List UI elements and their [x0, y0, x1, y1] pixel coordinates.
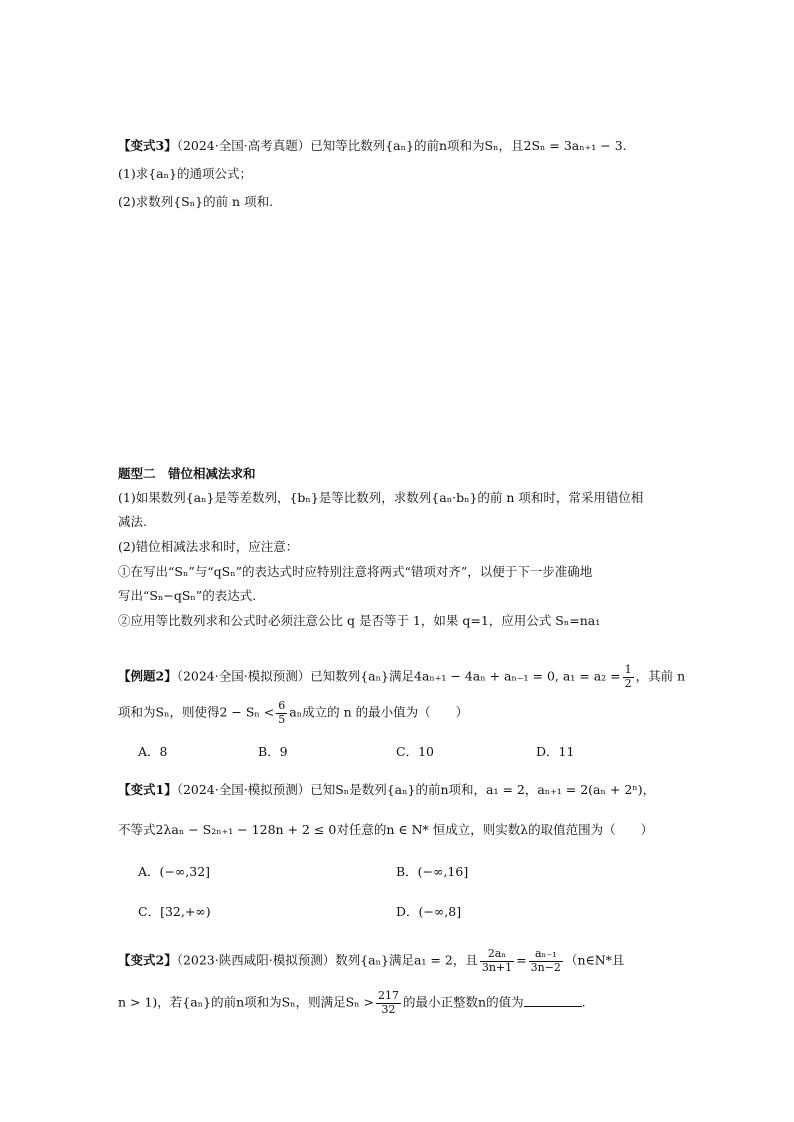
- example2-fraction-half: $\frac{1}{2}$: [624, 663, 632, 690]
- type2-point2: (2)错位相减法求和时，应注意：: [118, 539, 299, 554]
- variant3-question-2: (2)求数列{Sₙ}的前 n 项和.: [118, 194, 274, 209]
- variant1-option-c: C．[32,+∞): [138, 904, 211, 919]
- variant2-stem-1a: 数列{aₙ}满足a₁ = 2，且: [335, 952, 478, 968]
- variant1-source: （2024·全国·模拟预测）: [176, 782, 311, 797]
- variant1-stem-1: 已知Sₙ是数列{aₙ}的前n项和，a₁ = 2，aₙ₊₁ = 2(aₙ + 2ⁿ)，: [310, 782, 656, 797]
- variant3-question-1: (1)求{aₙ}的通项公式；: [118, 166, 252, 181]
- variant2-stem-2-end: .: [581, 994, 586, 1010]
- variant1-option-d: D．(−∞,8]: [396, 904, 462, 919]
- example2-stem-1-end: ，其前 n: [635, 668, 686, 684]
- example2-tag: 【例题2】: [118, 668, 177, 684]
- variant3-tag: 【变式3】: [118, 138, 177, 153]
- variant2-stem-1b: （n∈N*且: [564, 952, 625, 968]
- variant2-equals: =: [516, 952, 527, 968]
- variant1-option-a: A．(−∞,32]: [138, 864, 211, 879]
- example2-stem-2a: 项和为Sₙ，则使得2 − Sₙ <: [118, 704, 275, 720]
- variant1-line2: 不等式2λaₙ − S₂ₙ₊₁ − 128n + 2 ≤ 0对任意的n ∈ N* 恒成立，则实数λ的取值范围为（ ）: [118, 822, 654, 837]
- variant2-fraction-b: $\frac{\text{aₙ₋₁}}{3n-2}$: [530, 947, 561, 974]
- type2-point1-line1: (1)如果数列{aₙ}是等差数列，{bₙ}是等比数列，求数列{aₙ·bₙ}的前 n 项和时，常采用错位相: [118, 490, 644, 505]
- type2-point1-line2: 减法.: [118, 514, 147, 529]
- variant3-stem: 已知等比数列{aₙ}的前n项和为Sₙ，且2Sₙ = 3aₙ₊₁ − 3.: [310, 138, 627, 153]
- variant2-line2: [118, 990, 586, 1016]
- type2-point3-line2: 写出“Sₙ−qSₙ”的表达式.: [118, 588, 257, 603]
- variant1-line1: [118, 784, 655, 797]
- example2-option-a: A．8: [138, 744, 168, 759]
- variant1-tag: 【变式1】: [118, 782, 177, 797]
- example2-option-b: B．9: [258, 744, 288, 759]
- example2-option-c: C．10: [396, 744, 434, 759]
- example2-fraction-six-fifths: $\frac{6}{5}$: [278, 699, 286, 726]
- variant2-line1: [118, 948, 624, 974]
- example2-line2: [118, 700, 468, 726]
- example2-source: （2024·全国·模拟预测）: [176, 668, 311, 684]
- variant1-option-b: B．(−∞,16]: [396, 864, 469, 879]
- type2-title: 题型二 错位相减法求和: [118, 466, 256, 481]
- variant2-fraction-c: $\frac{217}{32}$: [378, 989, 400, 1016]
- example2-option-d: D．11: [536, 744, 575, 759]
- variant2-stem-2a: n > 1)，若{aₙ}的前n项和为Sₙ，则满足Sₙ >: [118, 994, 375, 1010]
- type2-point4: ②应用等比数列求和公式时必须注意公比 q 是否等于 1，如果 q=1，应用公式 Sₙ=na₁: [118, 613, 601, 628]
- example2-stem-2b: aₙ成立的 n 的最小值为（ ）: [289, 704, 469, 720]
- example2-line1: [118, 664, 685, 690]
- variant3-stem-line: [118, 140, 627, 153]
- variant3-source: （2024·全国·高考真题）: [176, 138, 311, 153]
- variant2-source: （2023·陕西咸阳·模拟预测）: [176, 952, 336, 968]
- variant2-fraction-a: $\frac{\text{2aₙ}}{3n+1}$: [481, 947, 513, 974]
- example2-stem-1: 已知数列{aₙ}满足4aₙ₊₁ − 4aₙ + aₙ₋₁ = 0, a₁ = a₂ =: [310, 668, 621, 684]
- variant2-stem-2b: 的最小正整数n的值为: [403, 994, 524, 1010]
- answer-blank[interactable]: [524, 996, 582, 1007]
- variant2-tag: 【变式2】: [118, 952, 177, 968]
- type2-point3-line1: ①在写出“Sₙ”与“qSₙ”的表达式时应特别注意将两式“错项对齐”，以便于下一步准确地: [118, 564, 593, 579]
